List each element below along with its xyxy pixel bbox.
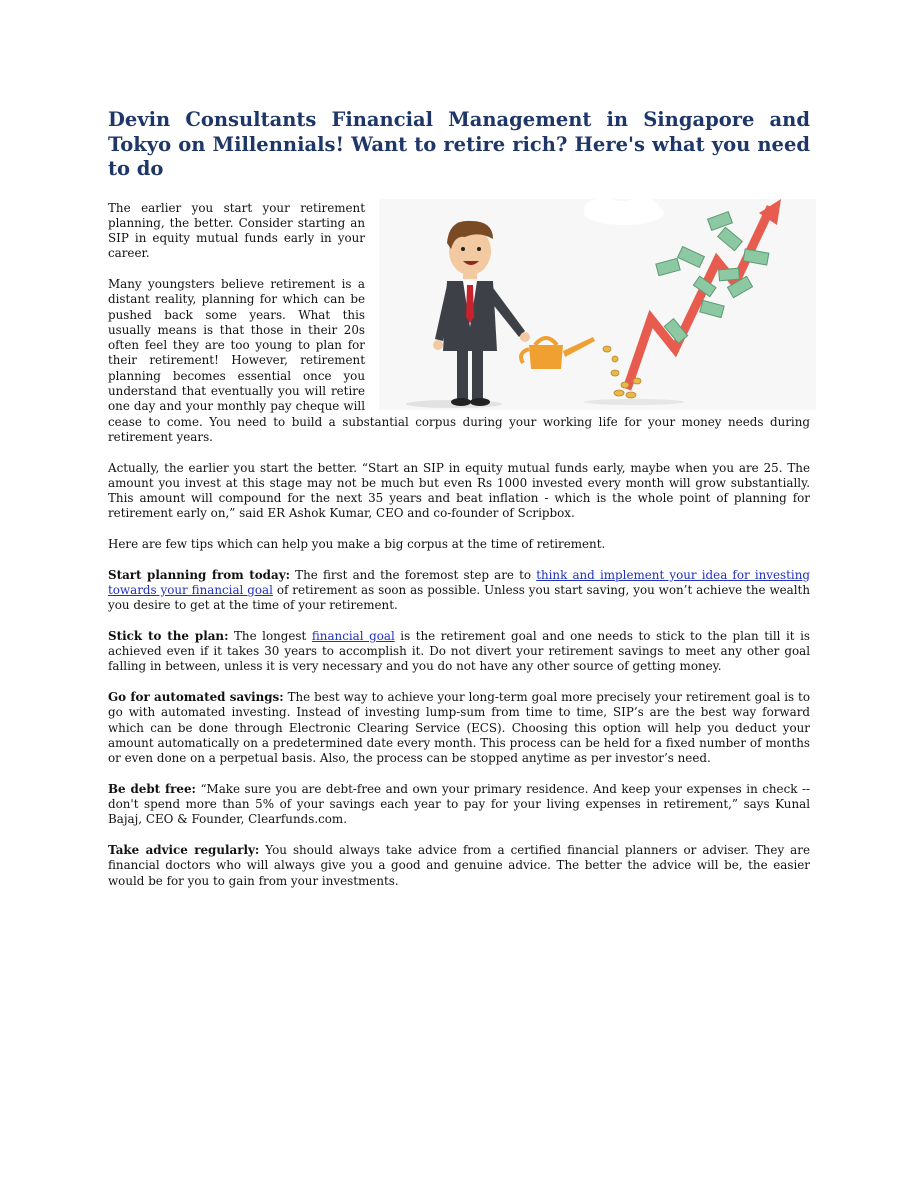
paragraph-youngsters: Many youngsters believe retirement is a distant reality, planning for which can be pushed back some years. What this usually means is that those in their 20s often feel they are too young to plan for their retirement! However, retirement planning becomes essential once you understand that eventually you will retire one day and your monthly pay cheque will cease to come. You need to build a substantial corpus during your working life for your money needs during retirement years. — [108, 276, 810, 444]
tip-start-planning: Start planning from today: The first and the foremost step are to think and implement your idea for investing towards your financial goal of retirement as soon as possible. Unless you start saving, you won’t achieve the wealth you desire to get at the time of your retirement. — [108, 567, 810, 613]
businessman-watering-money-plant-illustration — [379, 199, 816, 410]
illustration-svg — [379, 199, 816, 410]
tip-take-advice: Take advice regularly: You should always take advice from a certified financial planners or adviser. They are financial doctors who will always give you a good and genuine advice. The better the advice will be, the easier would be for you to gain from your investments. — [108, 842, 810, 888]
article-title: Devin Consultants Financial Management in Singapore and Tokyo on Millennials! Want to retire rich? Here's what you need to do — [108, 108, 810, 180]
tip-automated-savings: Go for automated savings: The best way to achieve your long-term goal more precisely your retirement goal is to go with automated investing. Instead of investing lump-sum from time to time, SIP’s are the best way forward which can be done through Electronic Clearing Service (ECS). Choosing this option will help you deduct your amount automatically on a predetermined date every month. This process can be held for a fixed number of months or even done on a perpetual basis. Also, the process can be stopped anytime as per investor’s need. — [108, 690, 810, 766]
tip-heading: Be debt free: — [108, 781, 196, 796]
tip-heading: Stick to the plan: — [108, 628, 229, 643]
paragraph-tips-intro: Here are few tips which can help you make a big corpus at the time of retirement. — [108, 537, 606, 552]
investing-idea-link[interactable]: think and implement your idea for investing towards your financial goal — [108, 567, 810, 597]
tip-debt-free: Be debt free: “Make sure you are debt-free and own your primary residence. And keep your expenses in check -- don't spend more than 5% of your savings each year to pay for your living expenses in retirement,” says Kunal Bajaj, CEO & Founder, Clearfunds.com. — [108, 781, 810, 827]
tip-heading: Go for automated savings: — [108, 690, 284, 704]
document-page — [108, 108, 810, 904]
tip-stick-to-plan: Stick to the plan: The longest financial goal is the retirement goal and one needs to stick to the plan till it is achieved even if it takes 30 years to accomplish it. Do not divert your retirement savings to meet any other goal falling in between, unless it is very necessary and you do not have any other source of getting money. — [108, 628, 810, 674]
paragraph-quote-ashok-kumar: Actually, the earlier you start the better. “Start an SIP in equity mutual funds early, maybe when you are 25. The amount you invest at this stage may not be much but even Rs 1000 invested every month will grow substantially. This amount will compound for the next 35 years and beat inflation - which is the whole point of planning for retirement early on,” said ER Ashok Kumar, CEO and co-founder of Scripbox. — [108, 460, 810, 521]
paragraph-intro: The earlier you start your retirement planning, the better. Consider starting an SIP in equity mutual funds early in your career. — [108, 200, 365, 261]
tip-heading: Start planning from today: — [108, 567, 291, 582]
intro-section — [108, 201, 810, 461]
tip-heading: Take advice regularly: — [108, 842, 260, 857]
financial-goal-link[interactable]: financial goal — [311, 628, 395, 643]
